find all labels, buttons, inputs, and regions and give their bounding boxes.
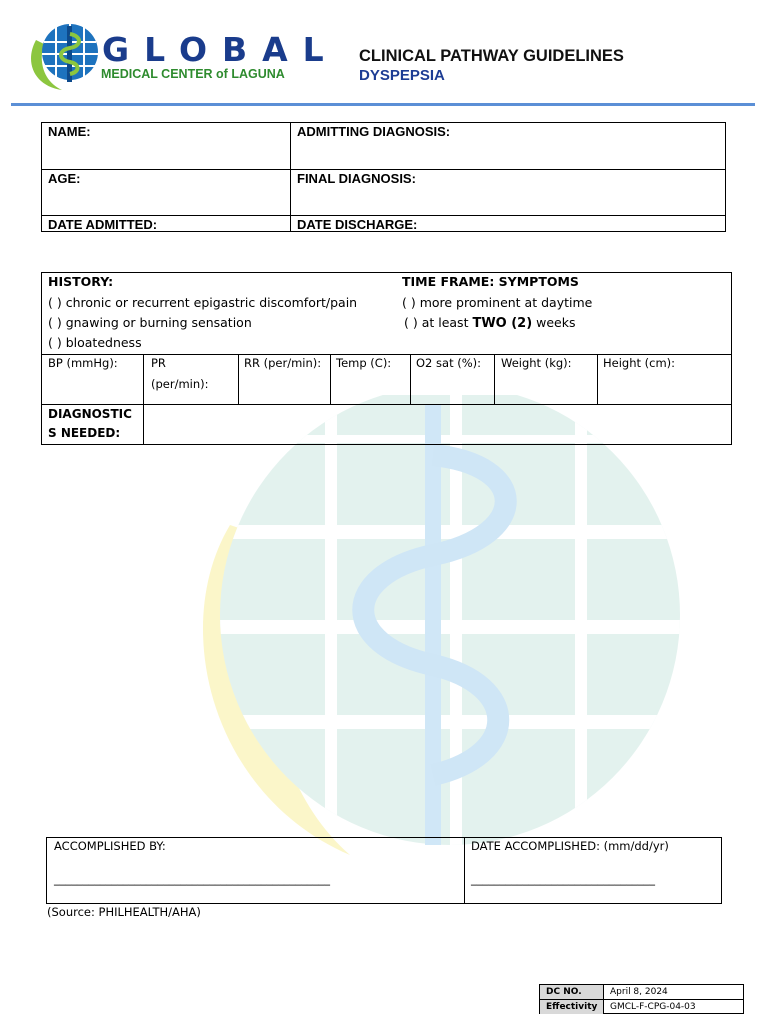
- history-item-epigastric: ( ) chronic or recurrent epigastric discomfort/pain: [48, 295, 358, 310]
- o2-sat-label: O2 sat (%):: [416, 356, 482, 370]
- dc-no-label: DC NO.: [540, 985, 603, 999]
- admitting-diagnosis-label: ADMITTING DIAGNOSIS:: [297, 124, 451, 139]
- bp-label: BP (mmHg):: [48, 356, 118, 370]
- date-accomplished-line: ________________________________: [471, 872, 655, 886]
- weight-label: Weight (kg):: [501, 356, 572, 370]
- hospital-logo: [28, 18, 339, 92]
- history-item-bloatedness: ( ) bloatedness: [48, 335, 142, 350]
- date-accomplished-label: DATE ACCOMPLISHED: (mm/dd/yr): [471, 839, 669, 853]
- globe-caduceus-icon: [28, 18, 102, 92]
- logo-wordmark: GLOBAL: [102, 30, 339, 69]
- height-label: Height (cm):: [603, 356, 676, 370]
- time-frame-daytime: ( ) more prominent at daytime: [402, 295, 593, 310]
- dc-no-value: April 8, 2024: [610, 987, 668, 997]
- source-note: (Source: PHILHEALTH/AHA): [47, 905, 201, 919]
- accomplished-by-signature-line: ________________________________________________: [54, 872, 330, 886]
- diagnostics-needed-label: DIAGNOSTICS NEEDED:: [48, 407, 132, 440]
- time-frame-two-weeks: [404, 315, 576, 331]
- name-field-label: NAME:: [48, 124, 91, 139]
- date-admitted-label: DATE ADMITTED:: [48, 217, 158, 232]
- history-table: [41, 272, 732, 445]
- rr-label: RR (per/min):: [244, 356, 322, 370]
- pr-label: PR (per/min):: [151, 356, 209, 391]
- history-heading: HISTORY:: [48, 274, 114, 289]
- patient-info-table: [41, 122, 726, 232]
- time-frame-two-weeks-suffix: weeks: [532, 315, 576, 330]
- document-subtitle: DYSPEPSIA: [359, 67, 445, 84]
- logo-subtitle: MEDICAL CENTER of LAGUNA: [101, 67, 285, 81]
- document-control-table: [539, 984, 744, 1014]
- accomplished-table: [46, 837, 722, 904]
- history-item-gnawing: ( ) gnawing or burning sensation: [48, 315, 252, 330]
- time-frame-heading: TIME FRAME: SYMPTOMS: [402, 274, 579, 289]
- accomplished-by-label: ACCOMPLISHED BY:: [54, 839, 166, 853]
- document-title-block: [359, 47, 624, 84]
- age-field-label: AGE:: [48, 171, 81, 186]
- effectivity-label: Effectivity: [540, 1000, 603, 1014]
- final-diagnosis-label: FINAL DIAGNOSIS:: [297, 171, 416, 186]
- effectivity-value: GMCL-F-CPG-04-03: [610, 1002, 696, 1012]
- header-divider: [11, 103, 755, 106]
- watermark-logo-image: [150, 395, 730, 865]
- date-discharge-label: DATE DISCHARGE:: [297, 217, 418, 232]
- time-frame-two-weeks-prefix: ( ) at least: [404, 315, 473, 330]
- temp-label: Temp (C):: [336, 356, 392, 370]
- document-title: CLINICAL PATHWAY GUIDELINES: [359, 47, 624, 65]
- time-frame-two-weeks-emphasis: TWO (2): [472, 316, 533, 331]
